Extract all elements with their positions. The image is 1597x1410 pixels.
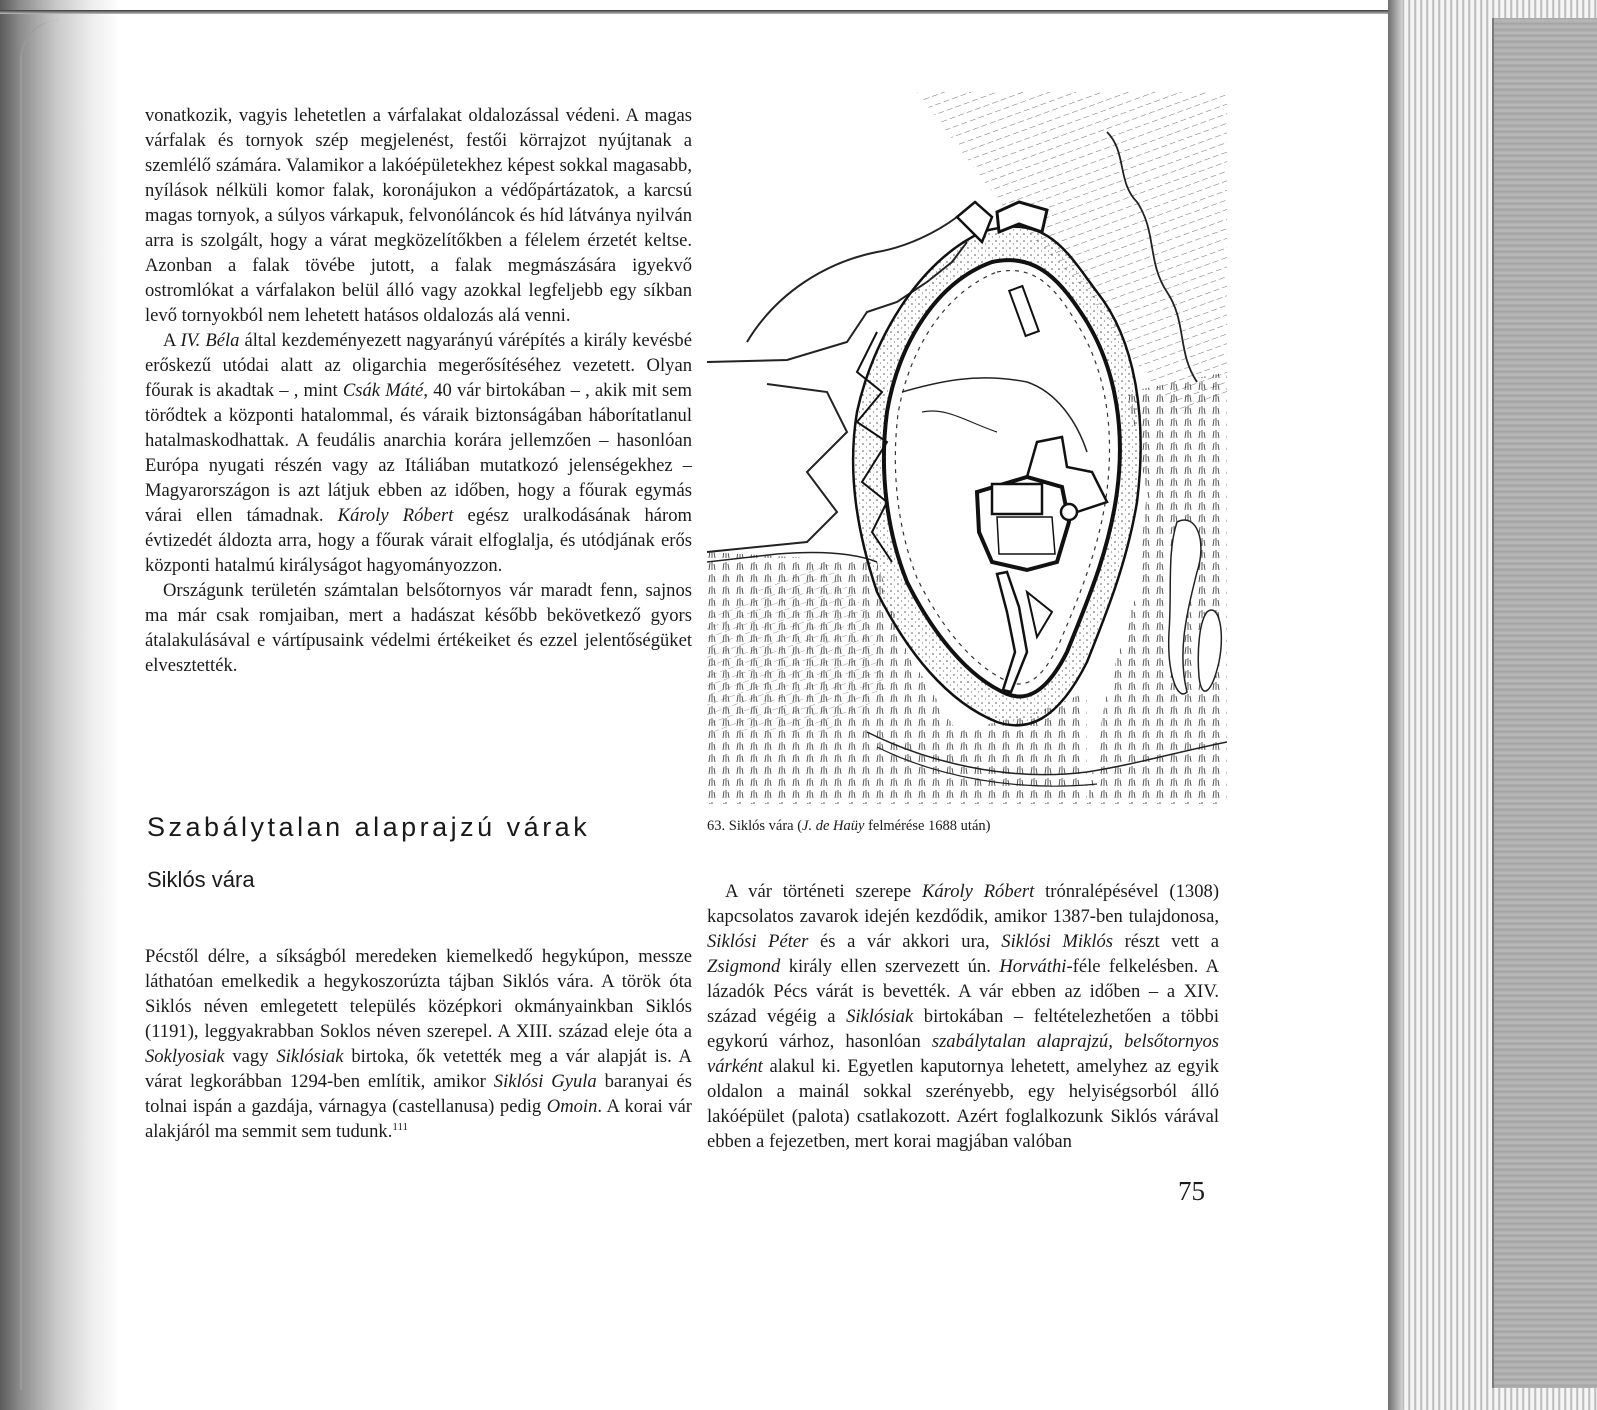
book-cover-edge [1492, 18, 1597, 1388]
text-run: Pécstől délre, a síkságból meredeken kiemelkedő hegykúpon, messze láthatóan emelkedik a hegykoszorúzta tájban Siklós vára. A török óta Siklós néven emlegetett település középkori okmányainkban Siklós (1191), leggyakrabban Soklos néven szerepel. A XIII. század eleje óta a [145, 946, 692, 1042]
text-run: -féle felkelésben. A lázadók Pécs várát is bevették. A vár ebben az időben – a XIV. század végéig a [707, 956, 1219, 1027]
italic-name: Siklósi Miklós [1001, 931, 1114, 952]
italic-name: Károly Róbert [337, 505, 454, 526]
round-tower [1061, 504, 1077, 520]
text-run: baranyai és tolnai ispán a gazdája, várnagya (castellanusa) pedig [145, 1071, 692, 1117]
italic-name: Siklósiak [276, 1046, 344, 1067]
paragraph-siklos-intro [145, 944, 692, 1144]
text-run: vagy [224, 1046, 277, 1067]
paragraph-bela [145, 328, 692, 578]
caption-author: J. de Haüy [802, 818, 865, 834]
paragraph-belsotornyos: Országunk területén számtalan belsőtornyos vár maradt fenn, sajnos ma már csak romjaiban, mert a hadászat később bekövetkező gyors átalakulásával e vártípusaink védelmi értékeiket és ezzel jelentőségüket elvesztették. [145, 580, 692, 676]
right-column-bottom-text [707, 879, 1219, 1154]
text-run: A vár történeti szerepe [725, 881, 922, 902]
text-run: . A korai vár alakjáról ma semmit sem tudunk. [145, 1096, 693, 1142]
italic-name: Omoin [546, 1096, 598, 1117]
castle-plan-figure [707, 92, 1227, 804]
italic-name: Csák Máté [342, 380, 424, 401]
sub-heading: Siklós vára [147, 867, 255, 892]
italic-term: szabálytalan alaprajzú, belsőtornyos várként [707, 1031, 1219, 1077]
text-run: , 40 vár birtokában – , akik mit sem törődtek a központi hatalommal, és váraik biztonságában háborítatlanul hatalmaskodhattak. A feudális anarchia korára jellemzően – hasonlóan Európa nyugati részén vagy az Itáliában mutatkozó jelenségekhez – Magyarországon is azt látjuk ebben az időben, hogy a főurak egymás várai ellen támadnak. [145, 380, 693, 526]
citadel-palace [992, 484, 1042, 514]
text-run: egész uralkodásának három évtizedét áldozta arra, hogy a főurak várait elfoglalja, és utódjának erős központi hatalmú királyságot hagyományozzon. [145, 505, 693, 576]
italic-name: IV. Béla [180, 330, 240, 351]
italic-name: Siklósi Gyula [493, 1071, 597, 1092]
castle-plan-drawing [707, 92, 1227, 804]
section-heading: Szabálytalan alaprajzú várak [147, 812, 591, 842]
italic-name: Zsigmond [707, 956, 781, 977]
footnote-marker: 111 [392, 1120, 409, 1133]
italic-name: Károly Róbert [921, 881, 1035, 902]
text-run: trónralépésével (1308) kapcsolatos zavarok idején kezdődik, amikor 1387-ben tulajdonosa, [707, 881, 1220, 927]
text-run: birtoka, ők vetették meg a vár alapját is. A várat legkorábban 1294-ben említik, amikor [145, 1046, 692, 1092]
text-run: részt vett a [1113, 931, 1219, 952]
text-run: A [163, 330, 181, 351]
italic-name: Siklósiak [846, 1006, 914, 1027]
book-page-edges-shadow [1388, 0, 1402, 1410]
caption-text: felmérése 1688 után) [864, 818, 991, 834]
left-column-top-text [145, 103, 692, 678]
text-run: alakul ki. Egyetlen kaputornya lehetett, amelyhez az egyik oldalon a mainál sokkal szerényebb, egy helyiségsorból álló lakóépület (palota) csatlakozott. Azért foglalkozunk Siklós várával ebben a fejezetben, mert korai magjában valóban [707, 1056, 1219, 1152]
italic-name: Horváthi [999, 956, 1067, 977]
italic-name: Soklyosiak [145, 1046, 225, 1067]
page-top-edge [0, 10, 1390, 14]
figure-caption [707, 818, 990, 835]
text-run: király ellen szervezett ún. [780, 956, 1000, 977]
text-run: és a vár akkori ura, [808, 931, 1002, 952]
caption-text: 63. Siklós vára ( [707, 818, 803, 834]
page-number: 75 [1178, 1176, 1205, 1206]
left-column-bottom-text [145, 944, 692, 1144]
paragraph-continuation: vonatkozik, vagyis lehetetlen a várfalakat oldalozással védeni. A magas várfalak és tornyok szép megjelenést, festői körrajzot nyújtanak a szemlélő számára. Valamikor a lakóépületekhez képest sokkal magasabb, nyílások nélküli komor falak, koronájukon a védőpártázatok, a karcsú magas tornyok, a súlyos várkapuk, felvonóláncok és híd látványa nyilván arra is szolgált, hogy a várat megközelítőkben a félelem érzetét keltse. Azonban a falak tövébe jutott, a falak megmászására igyekvő ostromlókat a várfalakon belül álló vagy azokkal legfeljebb egy síkban levő tornyokból nem lehetett hatásos oldalozás alá venni. [145, 105, 692, 326]
paragraph-history [707, 879, 1219, 1154]
italic-name: Siklósi Péter [707, 931, 809, 952]
text-run: birtokában – feltételezhetően a többi egykorú várhoz, hasonlóan [707, 1006, 1219, 1052]
text-run: által kezdeményezett nagyarányú várépítés a király kevésbé erőskezű utódai alatt az oligarchia megerősítéséhez vezetett. Olyan főurak is akadtak – , mint [145, 330, 692, 401]
